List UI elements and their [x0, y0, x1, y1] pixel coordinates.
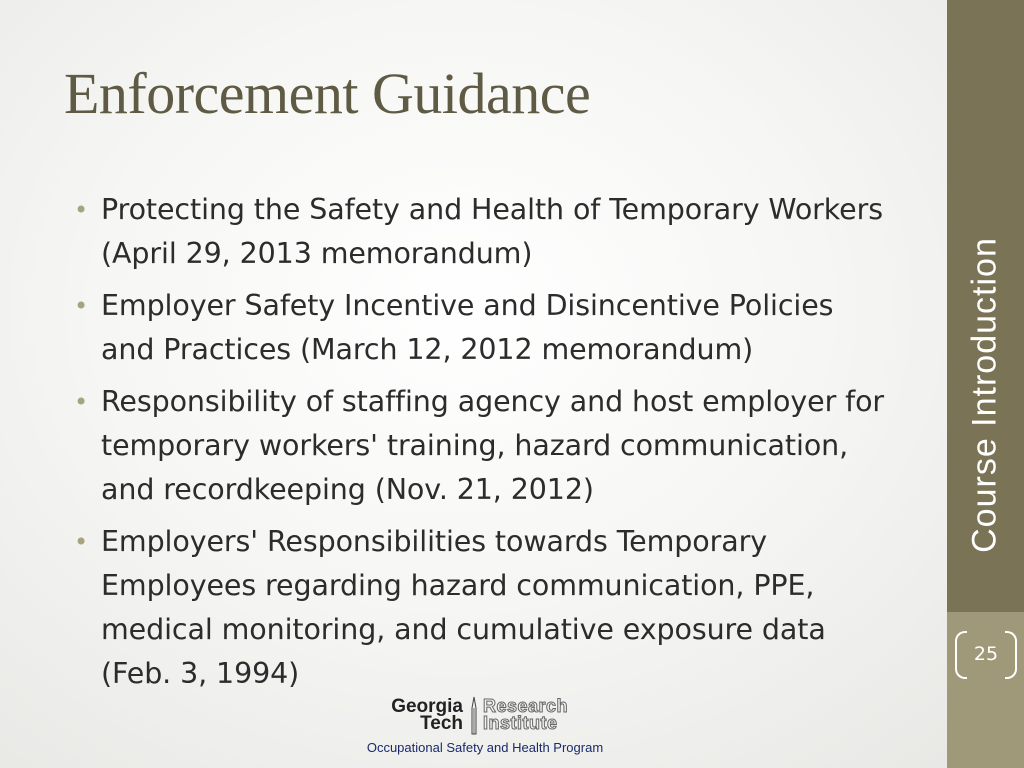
- logo-gt-wordmark: [370, 698, 463, 732]
- bullet-item: [74, 520, 894, 696]
- tech-tower-icon: [467, 696, 481, 736]
- bullet-text: Protecting the Safety and Health of Temporary Workers (April 29, 2013 memorandum): [101, 193, 883, 270]
- bullet-dot-icon: •: [74, 388, 89, 416]
- bullet-dot-icon: •: [74, 528, 89, 556]
- logo-text-research: Research: [483, 696, 569, 716]
- logo-text-georgia: Georgia: [391, 696, 463, 717]
- logo-ri-wordmark: [483, 698, 568, 732]
- bullet-text: Responsibility of staffing agency and host employer for temporary workers' training, hazard communication, and recordkeeping (Nov. 21, 2012): [101, 385, 885, 506]
- bullet-item: [74, 380, 894, 512]
- slide-title: Enforcement Guidance: [64, 61, 591, 126]
- bullet-item: [74, 188, 894, 276]
- bullet-text: Employers' Responsibilities towards Temporary Employees regarding hazard communication, PPE, medical monitoring, and cumulative exposure data (Feb. 3, 1994): [101, 525, 826, 690]
- bullet-item: [74, 284, 894, 372]
- bullet-list: [74, 188, 894, 704]
- page-number: 25: [955, 629, 1017, 679]
- section-label: Course Introduction: [965, 237, 1004, 553]
- bullet-dot-icon: •: [74, 292, 89, 320]
- gtri-logo: [370, 698, 610, 738]
- logo-text-tech: Tech: [420, 713, 463, 734]
- program-label: Occupational Safety and Health Program: [366, 740, 604, 755]
- bullet-dot-icon: •: [74, 196, 89, 224]
- bullet-text: Employer Safety Incentive and Disincentive Policies and Practices (March 12, 2012 memorandum): [101, 289, 834, 366]
- logo-text-institute: Institute: [483, 713, 558, 733]
